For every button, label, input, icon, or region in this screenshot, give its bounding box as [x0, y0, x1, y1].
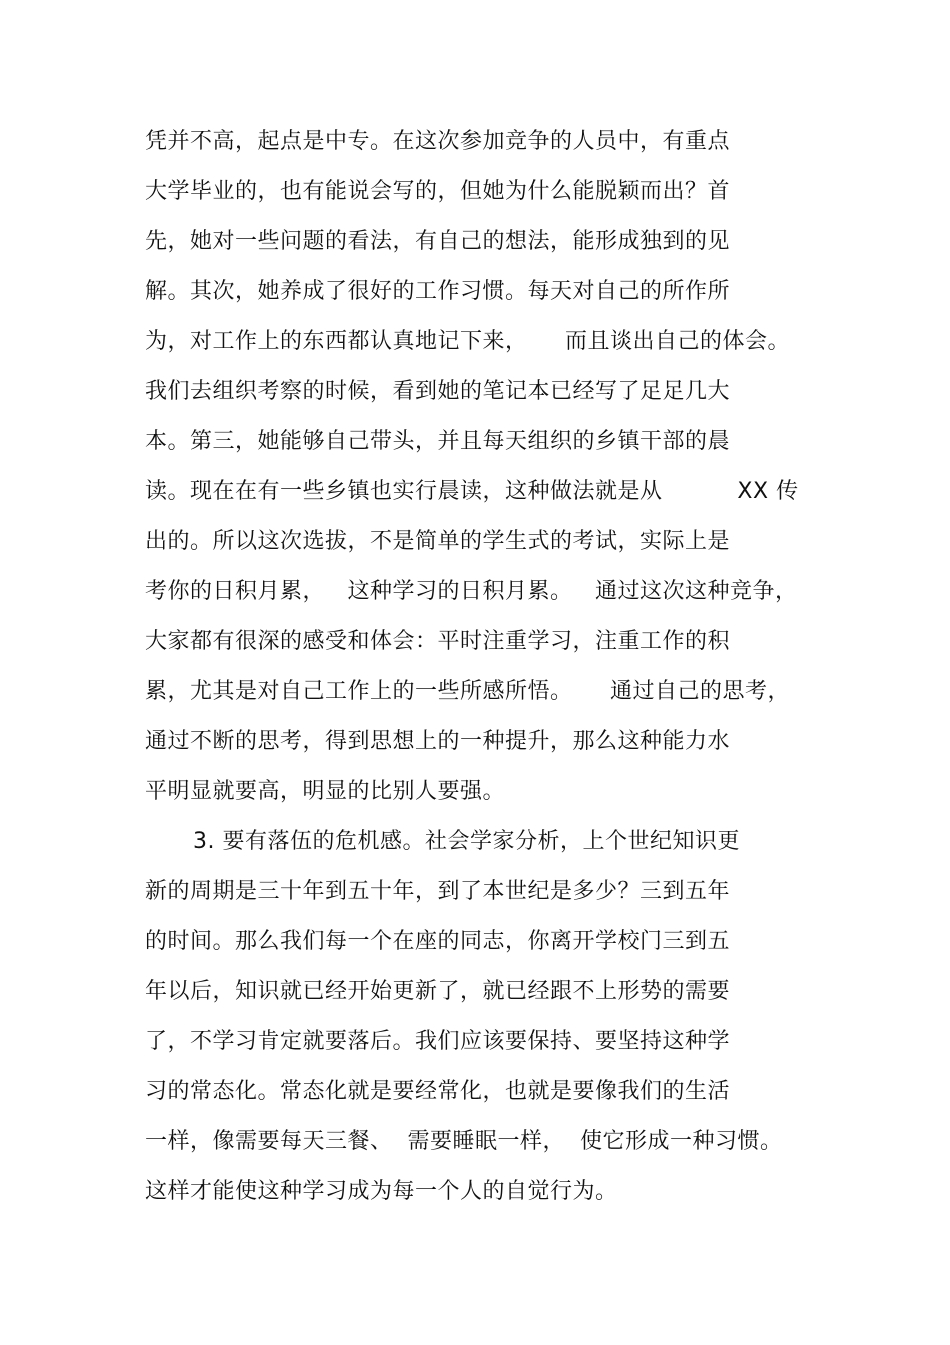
- text-line: 一样，像需要每天三餐、 需要睡眠一样， 使它形成一种习惯。: [145, 1129, 783, 1154]
- text-line: 年以后，知识就已经开始更新了，就已经跟不上形势的需要: [145, 979, 731, 1004]
- text-line: 我们去组织考察的时候，看到她的笔记本已经写了足足几大: [145, 379, 731, 404]
- text-line: 凭并不高，起点是中专。在这次参加竞争的人员中，有重点: [145, 129, 731, 154]
- text-line: 的时间。那么我们每一个在座的同志，你离开学校门三到五: [145, 929, 731, 954]
- text-line: 新的周期是三十年到五十年，到了本世纪是多少？三到五年: [145, 879, 731, 904]
- text-line: 习的常态化。常态化就是要经常化，也就是要像我们的生活: [145, 1079, 731, 1104]
- text-line: 先，她对一些问题的看法，有自己的想法，能形成独到的见: [145, 229, 731, 254]
- text-line: 为，对工作上的东西都认真地记下来， 而且谈出自己的体会。: [145, 329, 790, 354]
- text-line: 平明显就要高，明显的比别人要强。: [145, 779, 506, 804]
- text-line: 出的。所以这次选拔，不是简单的学生式的考试，实际上是: [145, 529, 731, 554]
- text-line: 通过不断的思考，得到思想上的一种提升，那么这种能力水: [145, 729, 731, 754]
- text-line: 大学毕业的，也有能说会写的，但她为什么能脱颖而出？首: [145, 179, 731, 204]
- text-line: 了，不学习肯定就要落后。我们应该要保持、要坚持这种学: [145, 1029, 731, 1054]
- text-line: 大家都有很深的感受和体会：平时注重学习，注重工作的积: [145, 629, 731, 654]
- text-line: 本。第三，她能够自己带头，并且每天组织的乡镇干部的晨: [145, 429, 731, 454]
- section-heading-line: 3. 要有落伍的危机感。社会学家分析，上个世纪知识更: [193, 829, 740, 854]
- text-line: 这样才能使这种学习成为每一个人的自觉行为。: [145, 1179, 618, 1204]
- text-line: 解。其次，她养成了很好的工作习惯。每天对自己的所作所: [145, 279, 731, 304]
- text-line: 考你的日积月累， 这种学习的日积月累。 通过这次这种竞争，: [145, 579, 798, 604]
- text-line: 读。现在在有一些乡镇也实行晨读，这种做法就是从 XX 传: [145, 479, 799, 504]
- text-line: 累，尤其是对自己工作上的一些所感所悟。 通过自己的思考，: [145, 679, 790, 704]
